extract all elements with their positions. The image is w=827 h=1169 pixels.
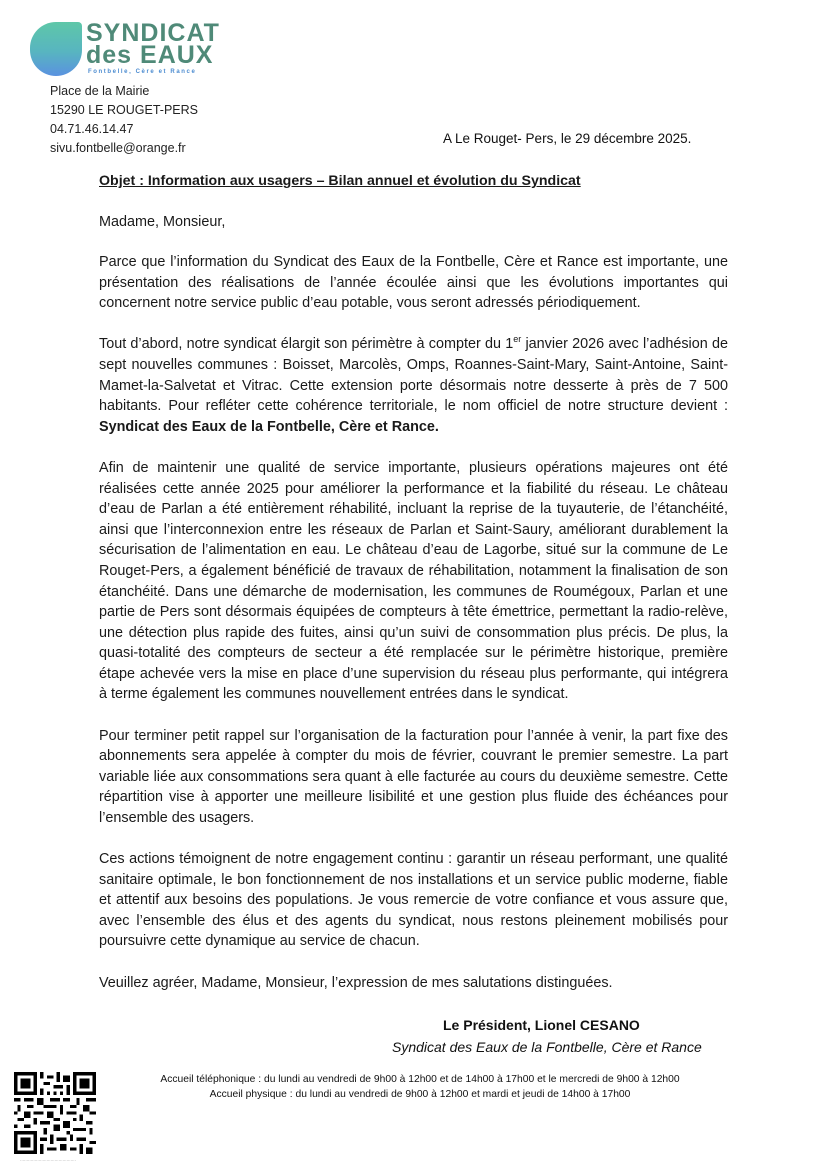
paragraph-commitment: Ces actions témoignent de notre engagement continu : garantir un réseau performant, une qualité sanitaire optimale, le bon fonctionnement de nos installations et un service public moderne, fiable et attentif aux besoins des populations. Je vous remercie de votre confiance et vous assure que, avec l’ensemble des élus et des agents du syndicat, nous restons pleinement mobilisés pour poursuivre cette dynamique au service de chacun. — [99, 851, 728, 950]
address-street: Place de la Mairie — [50, 84, 150, 98]
letter-subject: Objet : Information aux usagers – Bilan annuel et évolution du Syndicat — [99, 173, 581, 189]
sender-address — [50, 82, 198, 158]
new-official-name: Syndicat des Eaux de la Fontbelle, Cère et Rance. — [99, 418, 439, 435]
signatory-name: Le Président, Lionel CESANO — [443, 1017, 640, 1033]
phone-reception-hours: Accueil téléphonique : du lundi au vendredi de 9h00 à 12h00 et de 14h00 à 17h00 et le mercredi de 9h00 à 12h00 — [160, 1074, 680, 1085]
address-city: 15290 LE ROUGET-PERS — [50, 103, 198, 117]
physical-reception-hours: Accueil physique : du lundi au vendredi de 9h00 à 12h00 et mardi et jeudi de 14h00 à 17h00 — [209, 1088, 631, 1100]
footer-hours — [110, 1073, 730, 1102]
letter-body — [99, 171, 728, 1014]
qr-code-icon[interactable] — [14, 1072, 96, 1154]
letter-date: A Le Rouget- Pers, le 29 décembre 2025. — [443, 131, 692, 146]
letter-salutation: Madame, Monsieur, — [99, 213, 226, 230]
qr-caption: ·········································· — [20, 1158, 76, 1163]
logo-title-line1: SYNDICAT — [86, 19, 220, 47]
paragraph-closing: Veuillez agréer, Madame, Monsieur, l’expression de mes salutations distinguées. — [99, 974, 613, 991]
paragraph-intro: Parce que l’information du Syndicat des Eaux de la Fontbelle, Cère et Rance est importante, une présentation des réalisations de l’année écoulée ainsi que les évolutions importantes qui concernent notre service public d’eau potable, vous seront adressés périodiquement. — [99, 254, 728, 312]
ordinal-superscript: er — [513, 334, 522, 345]
paragraph-perimeter — [99, 334, 728, 437]
paragraph-billing: Pour terminer petit rappel sur l’organisation de la facturation pour l’année à venir, la part fixe des abonnements sera appelée à compter du mois de février, couvrant le premier semestre. La part variable liée aux consommations sera quant à elle facturée au cours du deuxième semestre. Cette répartition vise à apporter une meilleure lisibilité et une gestion plus fluide des échéances pour l’ensemble des usagers. — [99, 727, 728, 826]
paragraph-works: Afin de maintenir une qualité de service importante, plusieurs opérations majeures ont été réalisées cette année 2025 pour améliorer la performance et la fiabilité du réseau. Le château d’eau de Parlan a été entièrement réhabilité, incluant la reprise de la tuyauterie, de l’étanchéité, ainsi que l’interconnexion entre les réseaux de Parlan et Saint-Saury, améliorant durablement la sécurisation de l’alimentation en eau. Le château d’eau de Lagorbe, situé sur la commune de Le Rouget-Pers, a également bénéficié de travaux de réhabilitation, notamment la finalisation de son étanchéité. Dans une démarche de modernisation, les communes de Roumégoux, Parlan et une partie de Pers sont désormais équipées de compteurs à tête émettrice, permettant la radio-relève, une détection plus rapide des fuites, ainsi qu’un suivi de consommation plus précis. De plus, la quasi-totalité des compteurs de secteur a été remplacée sur le périmètre historique, première étape achevée vers la mise en place d’une supervision du réseau plus performante, qui intégrera à terme également les communes nouvellement entrées dans le syndicat. — [99, 459, 728, 703]
syndicat-logo — [30, 19, 230, 82]
logo-title-line2: des EAUX — [86, 41, 214, 69]
water-drop-icon — [30, 22, 82, 76]
address-email: sivu.fontbelle@orange.fr — [50, 141, 186, 155]
paragraph-perimeter-text-1: Tout d’abord, notre syndicat élargit son périmètre à compter du 1 — [99, 336, 514, 353]
logo-tagline: Fontbelle, Cère et Rance — [88, 69, 197, 75]
paragraph-perimeter-text-2: janvier 2026 avec l’adhésion de sept nouvelles communes : Boisset, Marcolès, Omps, Roannes-Saint-Mary, Saint-Antoine, Saint-Mamet-la-Salvetat et Vitrac. Cette extension porte désormais notre desserte à près de 7 500 habitants. Pour refléter cette cohérence territoriale, le nom officiel de notre structure devient : — [99, 336, 728, 415]
signatory-organization: Syndicat des Eaux de la Fontbelle, Cère et Rance — [392, 1039, 702, 1055]
address-phone: 04.71.46.14.47 — [50, 122, 134, 136]
